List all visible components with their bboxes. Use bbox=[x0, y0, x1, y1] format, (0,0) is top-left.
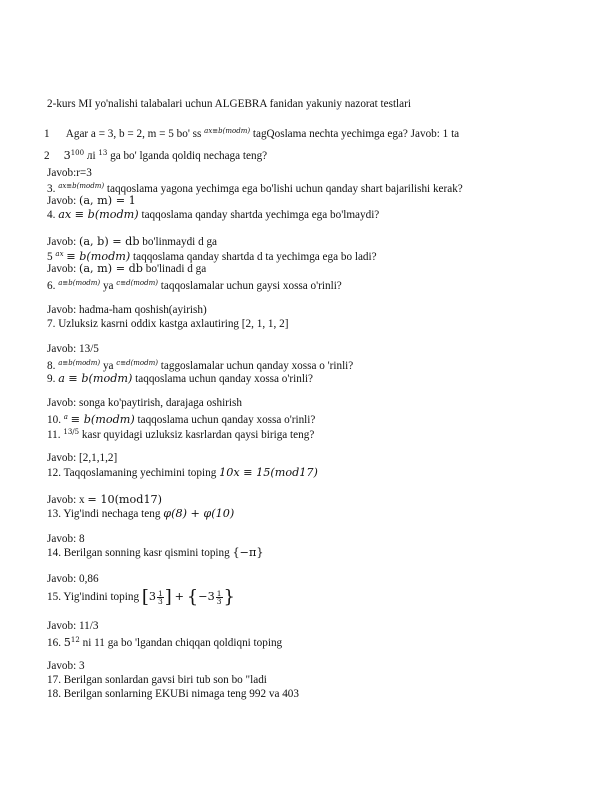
math-superscript: a bbox=[63, 413, 68, 421]
math-superscript: ax≡b(modm) bbox=[58, 182, 105, 190]
math-base: 5 bbox=[63, 636, 71, 649]
answer-line: Javob:r=3 bbox=[47, 167, 92, 179]
question-number: 1 bbox=[44, 128, 50, 140]
math-base: 3 bbox=[63, 149, 71, 162]
question-9 bbox=[47, 372, 313, 386]
math-exponent: 12 bbox=[70, 636, 80, 644]
math-expression: (a, m) = db bbox=[79, 262, 143, 275]
math-expression: 10x ≡ 15(mod17) bbox=[219, 466, 318, 479]
answer-line: Javob: 8 bbox=[47, 533, 85, 545]
math-expression: ≡ b(modm) bbox=[66, 250, 131, 263]
question-text: taqqoslamalar uchun gaysi xossa o'rinli? bbox=[160, 280, 342, 292]
question-text: ya bbox=[102, 280, 114, 292]
question-number: 9. bbox=[47, 373, 56, 385]
fraction-denominator: 3 bbox=[158, 596, 163, 606]
math-expression: a ≡ b(modm) bbox=[58, 372, 133, 385]
question-16 bbox=[47, 634, 282, 650]
question-text: taqqoslama qanday shartda yechimga ega bo'lmaydi? bbox=[141, 209, 380, 221]
math-superscript: 13/5 bbox=[63, 428, 80, 436]
question-number: 4. bbox=[47, 209, 56, 221]
question-number: 3. bbox=[47, 183, 56, 195]
math-expression: (a, b) = db bbox=[79, 235, 140, 248]
question-2 bbox=[44, 147, 267, 163]
page-title: 2-kurs MI yo'nalishi talabalari uchun ALGEBRA fanidan yakuniy nazorat testlari bbox=[47, 98, 411, 110]
mixed-number-whole: −3 bbox=[198, 590, 215, 603]
question-text: kasr quyidagi uzluksiz kasrlardan qaysi biriga teng? bbox=[81, 429, 315, 441]
question-10 bbox=[47, 411, 315, 427]
math-expression: ax ≡ b(modm) bbox=[58, 208, 139, 221]
question-text: 15. Yig'indini toping bbox=[47, 591, 140, 603]
math-expression: = 10(mod17) bbox=[87, 493, 163, 506]
left-bracket: [ bbox=[141, 586, 149, 608]
question-text: ga bo' lganda qoldiq nechaga teng? bbox=[110, 150, 268, 162]
fraction bbox=[157, 590, 164, 605]
question-text: taqqoslama yagona yechimga ega bo'lishi uchun qanday shart bajarilishi kerak? bbox=[106, 183, 463, 195]
math-expression: φ(8) + φ(10) bbox=[163, 507, 235, 520]
question-text: 14. Berilgan sonning kasr qismini toping bbox=[47, 547, 230, 559]
question-11 bbox=[47, 426, 314, 442]
question-15 bbox=[47, 587, 235, 607]
question-text: taqqoslama uchun qanday xossa o'rinli? bbox=[137, 414, 316, 426]
question-17: 17. Berilgan sonlardan gavsi biri tub son bo "ladi bbox=[47, 674, 267, 686]
question-number: 6. bbox=[47, 280, 56, 292]
question-12 bbox=[47, 466, 318, 480]
answer-label: Javob: bbox=[47, 236, 77, 248]
question-text: 13. Yig'indi nechaga teng bbox=[47, 508, 161, 520]
answer-line: Javob: 11/3 bbox=[47, 620, 99, 632]
answer-line bbox=[47, 493, 162, 507]
question-6 bbox=[47, 277, 342, 293]
question-number: 11. bbox=[47, 429, 61, 441]
question-18: 18. Berilgan sonlarning EKUBi nimaga teng 992 va 403 bbox=[47, 688, 299, 700]
question-number: 8. bbox=[47, 360, 56, 372]
mixed-number-whole: 3 bbox=[148, 590, 156, 603]
right-bracket: ] bbox=[164, 586, 172, 608]
answer-line bbox=[47, 235, 217, 249]
question-text: tagQoslama nechta yechimga ega? Javob: 1 ta bbox=[252, 128, 460, 140]
math-expression: {−π} bbox=[232, 546, 264, 559]
math-expression: ≡ b(modm) bbox=[70, 413, 135, 426]
math-exponent: 100 bbox=[70, 149, 85, 157]
question-text: taqqoslama qanday shartda d ta yechimga ega bo ladi? bbox=[133, 251, 377, 263]
question-text: лi bbox=[86, 150, 96, 162]
answer-line bbox=[47, 262, 206, 276]
math-superscript: a≡b(modm) bbox=[58, 279, 101, 287]
question-number: 2 bbox=[44, 150, 50, 162]
plus-sign: + bbox=[174, 590, 184, 603]
question-number: 16. bbox=[47, 637, 61, 649]
answer-text: bo'linadi d ga bbox=[145, 263, 207, 275]
question-text: taqqoslama uchun qanday xossa o'rinli? bbox=[135, 373, 314, 385]
question-14 bbox=[47, 546, 264, 560]
math-superscript: ax≡b(modm) bbox=[204, 127, 251, 135]
math-superscript: 13 bbox=[98, 149, 108, 157]
question-number: 5 bbox=[47, 251, 53, 263]
right-brace: } bbox=[223, 586, 235, 608]
math-superscript: ax bbox=[55, 250, 64, 258]
fraction-numerator: 1 bbox=[158, 588, 163, 598]
math-expression: (a, m) = 1 bbox=[79, 194, 136, 207]
answer-line bbox=[47, 194, 136, 208]
question-7: 7. Uzluksiz kasrni oddix kastga axlautiring [2, 1, 1, 2] bbox=[47, 318, 289, 330]
question-text: Agar a = 3, b = 2, m = 5 bo' ss bbox=[65, 128, 202, 140]
math-superscript: c≡d(modm) bbox=[116, 359, 158, 367]
answer-line: Javob: 0,86 bbox=[47, 573, 99, 585]
question-4 bbox=[47, 208, 379, 222]
fraction-denominator: 3 bbox=[216, 596, 222, 606]
answer-label: Javob: bbox=[47, 263, 77, 275]
fraction bbox=[216, 590, 223, 605]
answer-line: Javob: songa ko'paytirish, darajaga oshirish bbox=[47, 397, 242, 409]
fraction-numerator: 1 bbox=[216, 588, 222, 598]
question-number: 10. bbox=[47, 414, 61, 426]
answer-label: Javob: bbox=[47, 195, 77, 207]
answer-label: Javob: x bbox=[47, 494, 85, 506]
question-text: ya bbox=[102, 360, 114, 372]
question-text: 12. Taqqoslamaning yechimini toping bbox=[47, 467, 217, 479]
question-13 bbox=[47, 507, 234, 521]
left-brace: { bbox=[186, 586, 199, 608]
answer-line: Javob: hadma-ham qoshish(ayirish) bbox=[47, 304, 207, 316]
answer-line: Javob: 13/5 bbox=[47, 343, 99, 355]
answer-line: Javob: [2,1,1,2] bbox=[47, 452, 118, 464]
question-text: taggoslamalar uchun qanday xossa o 'rinli? bbox=[160, 360, 354, 372]
math-superscript: a≡b(modm) bbox=[58, 359, 101, 367]
math-superscript: c≡d(modm) bbox=[116, 279, 158, 287]
question-1 bbox=[44, 125, 459, 141]
question-8 bbox=[47, 357, 353, 373]
question-text: ni 11 ga bo 'lgandan chiqqan qoldiqni toping bbox=[82, 637, 283, 649]
answer-text: bo'linmaydi d ga bbox=[142, 236, 218, 248]
answer-line: Javob: 3 bbox=[47, 660, 85, 672]
